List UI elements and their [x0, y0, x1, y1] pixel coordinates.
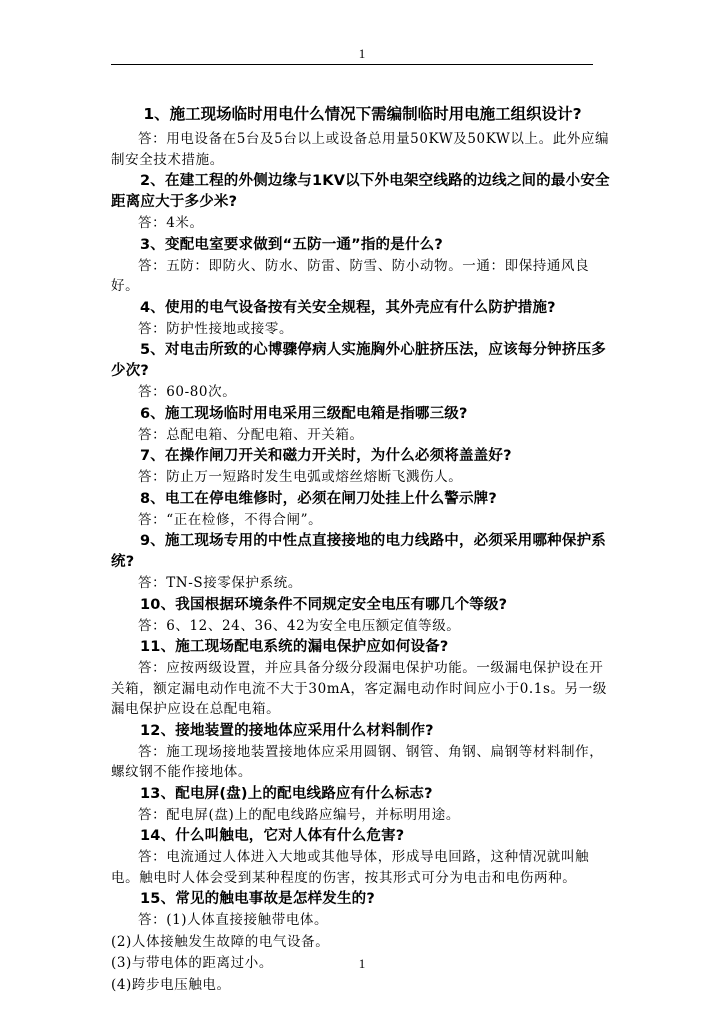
answer-2: 答：4米。	[138, 215, 204, 231]
answer-8: 答：“正在检修，不得合闸”。	[138, 511, 323, 528]
question-9: 9、施工现场专用的中性点直接接地的电力线路中，必须采用哪种保护系统?	[111, 533, 606, 570]
answer-7: 答：防止万一短路时发生电弧或熔丝熔断飞溅伤人。	[138, 469, 463, 485]
question-14: 14、什么叫触电，它对人体有什么危害?	[140, 828, 405, 844]
answer-15: 答：(1)人体直接接触带电体。	[138, 912, 329, 928]
question-3: 3、变配电室要求做到“五防一通”指的是什么?	[140, 236, 443, 253]
answer-12: 答：施工现场接地装置接地体应采用圆钢、钢管、角钢、扁钢等材料制作，螺纹钢不能作接地体。	[111, 743, 604, 780]
answer-6: 答：总配电箱、分配电箱、开关箱。	[138, 426, 364, 443]
question-2: 2、在建工程的外侧边缘与1KV以下外电架空线路的边线之间的最小安全距离应大于多少米?	[111, 173, 610, 210]
answer-3: 答：五防：即防火、防水、防雷、防雪、防小动物。一通：即保持通风良好。	[111, 257, 590, 294]
question-7: 7、在操作闸刀开关和磁力开关时，为什么必须将盖盖好?	[140, 448, 512, 464]
answer-1: 答：用电设备在5台及5台以上或设备总用量50KW及50KW以上。此外应编制安全技术措施。	[111, 131, 610, 168]
header-page-number: 1	[358, 46, 366, 61]
question-13: 13、配电屏(盘)上的配电线路应有什么标志?	[140, 785, 433, 802]
answer-15-line-2: (2)人体接触发生故障的电气设备。	[111, 933, 330, 950]
question-8: 8、电工在停电维修时，必须在闸刀处挂上什么警示牌?	[140, 490, 497, 507]
header-rule	[111, 64, 593, 65]
answer-14: 答：电流通过人体进入大地或其他导体，形成导电回路，这种情况就叫触电。触电时人体会受到某种程度的伤害，按其形式可分为电击和电伤两种。	[111, 849, 590, 886]
question-1-title: 1、施工现场临时用电什么情况下需编制临时用电施工组织设计?	[143, 105, 582, 123]
answer-15-line-3: (3)与带电体的距离过小。	[111, 955, 273, 971]
question-4: 4、使用的电气设备按有关安全规程，其外壳应有什么防护措施?	[140, 299, 556, 316]
answer-15-line-4: (4)跨步电压触电。	[111, 976, 231, 993]
footer-page-number: 1	[358, 956, 366, 971]
answer-13: 答：配电屏(盘)上的配电线路应编号，并标明用途。	[138, 806, 460, 823]
answer-4: 答：防护性接地或接零。	[138, 320, 294, 337]
document-body	[111, 102, 614, 996]
question-12: 12、接地装置的接地体应采用什么材料制作?	[140, 722, 434, 739]
question-5: 5、对电击所致的心博骤停病人实施胸外心脏挤压法，应该每分钟挤压多少次?	[111, 342, 606, 379]
question-6: 6、施工现场临时用电采用三级配电箱是指哪三级?	[140, 405, 468, 422]
answer-9: 答：TN-S接零保护系统。	[138, 575, 302, 591]
answer-10: 答：6、12、24、36、42为安全电压额定值等级。	[138, 617, 461, 634]
question-10: 10、我国根据环境条件不同规定安全电压有哪几个等级?	[140, 596, 508, 613]
answer-5: 答：60-80次。	[138, 384, 237, 400]
question-15: 15、常见的触电事故是怎样发生的?	[140, 891, 375, 907]
question-11: 11、施工现场配电系统的漏电保护应如何设备?	[140, 639, 449, 655]
answer-11: 答：应按两级设置，并应具备分级分段漏电保护功能。一级漏电保护设在开关箱，额定漏电动作电流不大于30mA，客定漏电动作时间应小于0.1s。另一级漏电保护应设在总配电箱。	[111, 660, 607, 717]
